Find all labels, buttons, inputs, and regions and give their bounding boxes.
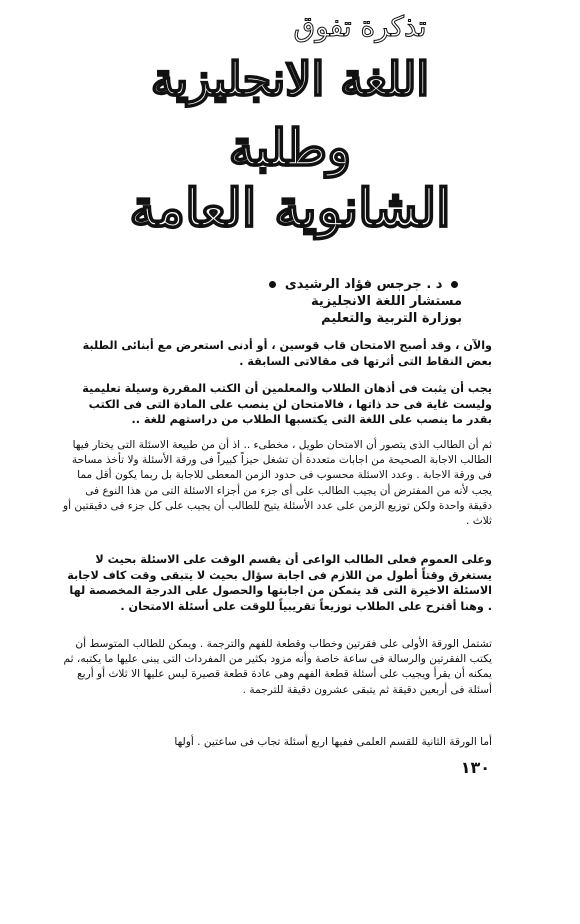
- author-org: بوزارة التربية والتعليم: [321, 311, 462, 326]
- bullet-icon: [269, 281, 276, 288]
- author-name-row: [102, 276, 462, 293]
- author-name: د . جرجس فؤاد الرشيدى: [284, 277, 443, 292]
- bullet-icon: [451, 281, 458, 288]
- paragraph-exam-length: ثم أن الطالب الذى يتصور أن الامتحان طويل ، مخطىء .. اذ أن من طبيعة الاسئلة التى يختار فيها الطالب الاجابة الصحيحة من اجابات متعددة أن تشغل حيزاً كبيراً فى ورقة الأسئلة ولا تأخذ مساحة فى ورقة الاجابة . وعدد الاسئلة محسوب فى حدود الزمن المعطى للاجابة بل ربما يكون أقل مما يجب لأنه من المفترض أن يجيب الطالب على أى جزء من أجزاء الاسئلة التى من هذا النوع فى دقيقة واحدة ولكن توزيع الزمن على عدد الأسئلة يتيح للطالب أن يجيب على كل جزء فى دقيقتين أو ثلاث .: [62, 439, 492, 528]
- paragraph-textbooks: يجب أن يثبت فى أذهان الطلاب والمعلمين أن الكتب المقررة وسيلة تعليمية وليست غاية فى حد ذاتها ، فالامتحان لن ينصب على المادة التى فى الكتب بقدر ما ينصب على اللغة التى يكتسبها الطلاب من دراستهم للغة ..: [82, 382, 492, 426]
- paragraph-first-paper: تشتمل الورقة الأولى على فقرتين وخطاب وقطعة للفهم والترجمة . ويمكن للطالب المتوسط أن يكتب الفقرتين والرسالة فى ساعة خاصة وأنه مزود بكثير من المفردات التى يبنى عليها ما يكتبه، ثم يمكنه أن يقرأ ويجيب على أسئلة قطعة الفهم وهى عادة قطعة قصيرة ليس عليها الا ثلاث أو أربع أسئلة فى أربعين دقيقة ثم يتبقى عشرون دقيقة للترجمة .: [63, 638, 492, 696]
- headline-line-1: اللغة الانجليزية: [150, 52, 430, 106]
- kicker-title: تذكرة تفوق: [293, 10, 427, 43]
- page-number: ١٣٠: [460, 758, 490, 777]
- paragraph-second-paper: أما الورقة الثانية للقسم العلمى ففيها اربع أسئلة تجاب فى ساعتين . أولها: [174, 736, 492, 748]
- paragraph-intro: والآن ، وقد أصبح الامتحان قاب قوسين ، أو أدنى استعرض مع أبنائى الطلبة بعض النقاط التى أثرتها فى مقالاتى السابقة .: [82, 339, 492, 368]
- author-role: مستشار اللغة الانجليزية: [311, 294, 462, 309]
- author-block: [102, 276, 462, 327]
- headline-line-2: وطلبة: [228, 118, 352, 177]
- paragraph-time-division: وعلى العموم فعلى الطالب الواعى أن يقسم الوقت على الاسئلة بحيث لا يستغرق وقتاً أطول من اللازم فى اجابة سؤال بحيث لا يتبقى وقت كاف لاجابة الاسئلة الاخيرة التى قد يتمكن من اجابتها والحصول على الدرجة المخصصة لها . وهنا أقترح على الطلاب توزيعاً تقريبياً للوقت على أسئلة الامتحان .: [67, 553, 492, 613]
- headline-line-3: الشانوية العامة: [129, 178, 451, 239]
